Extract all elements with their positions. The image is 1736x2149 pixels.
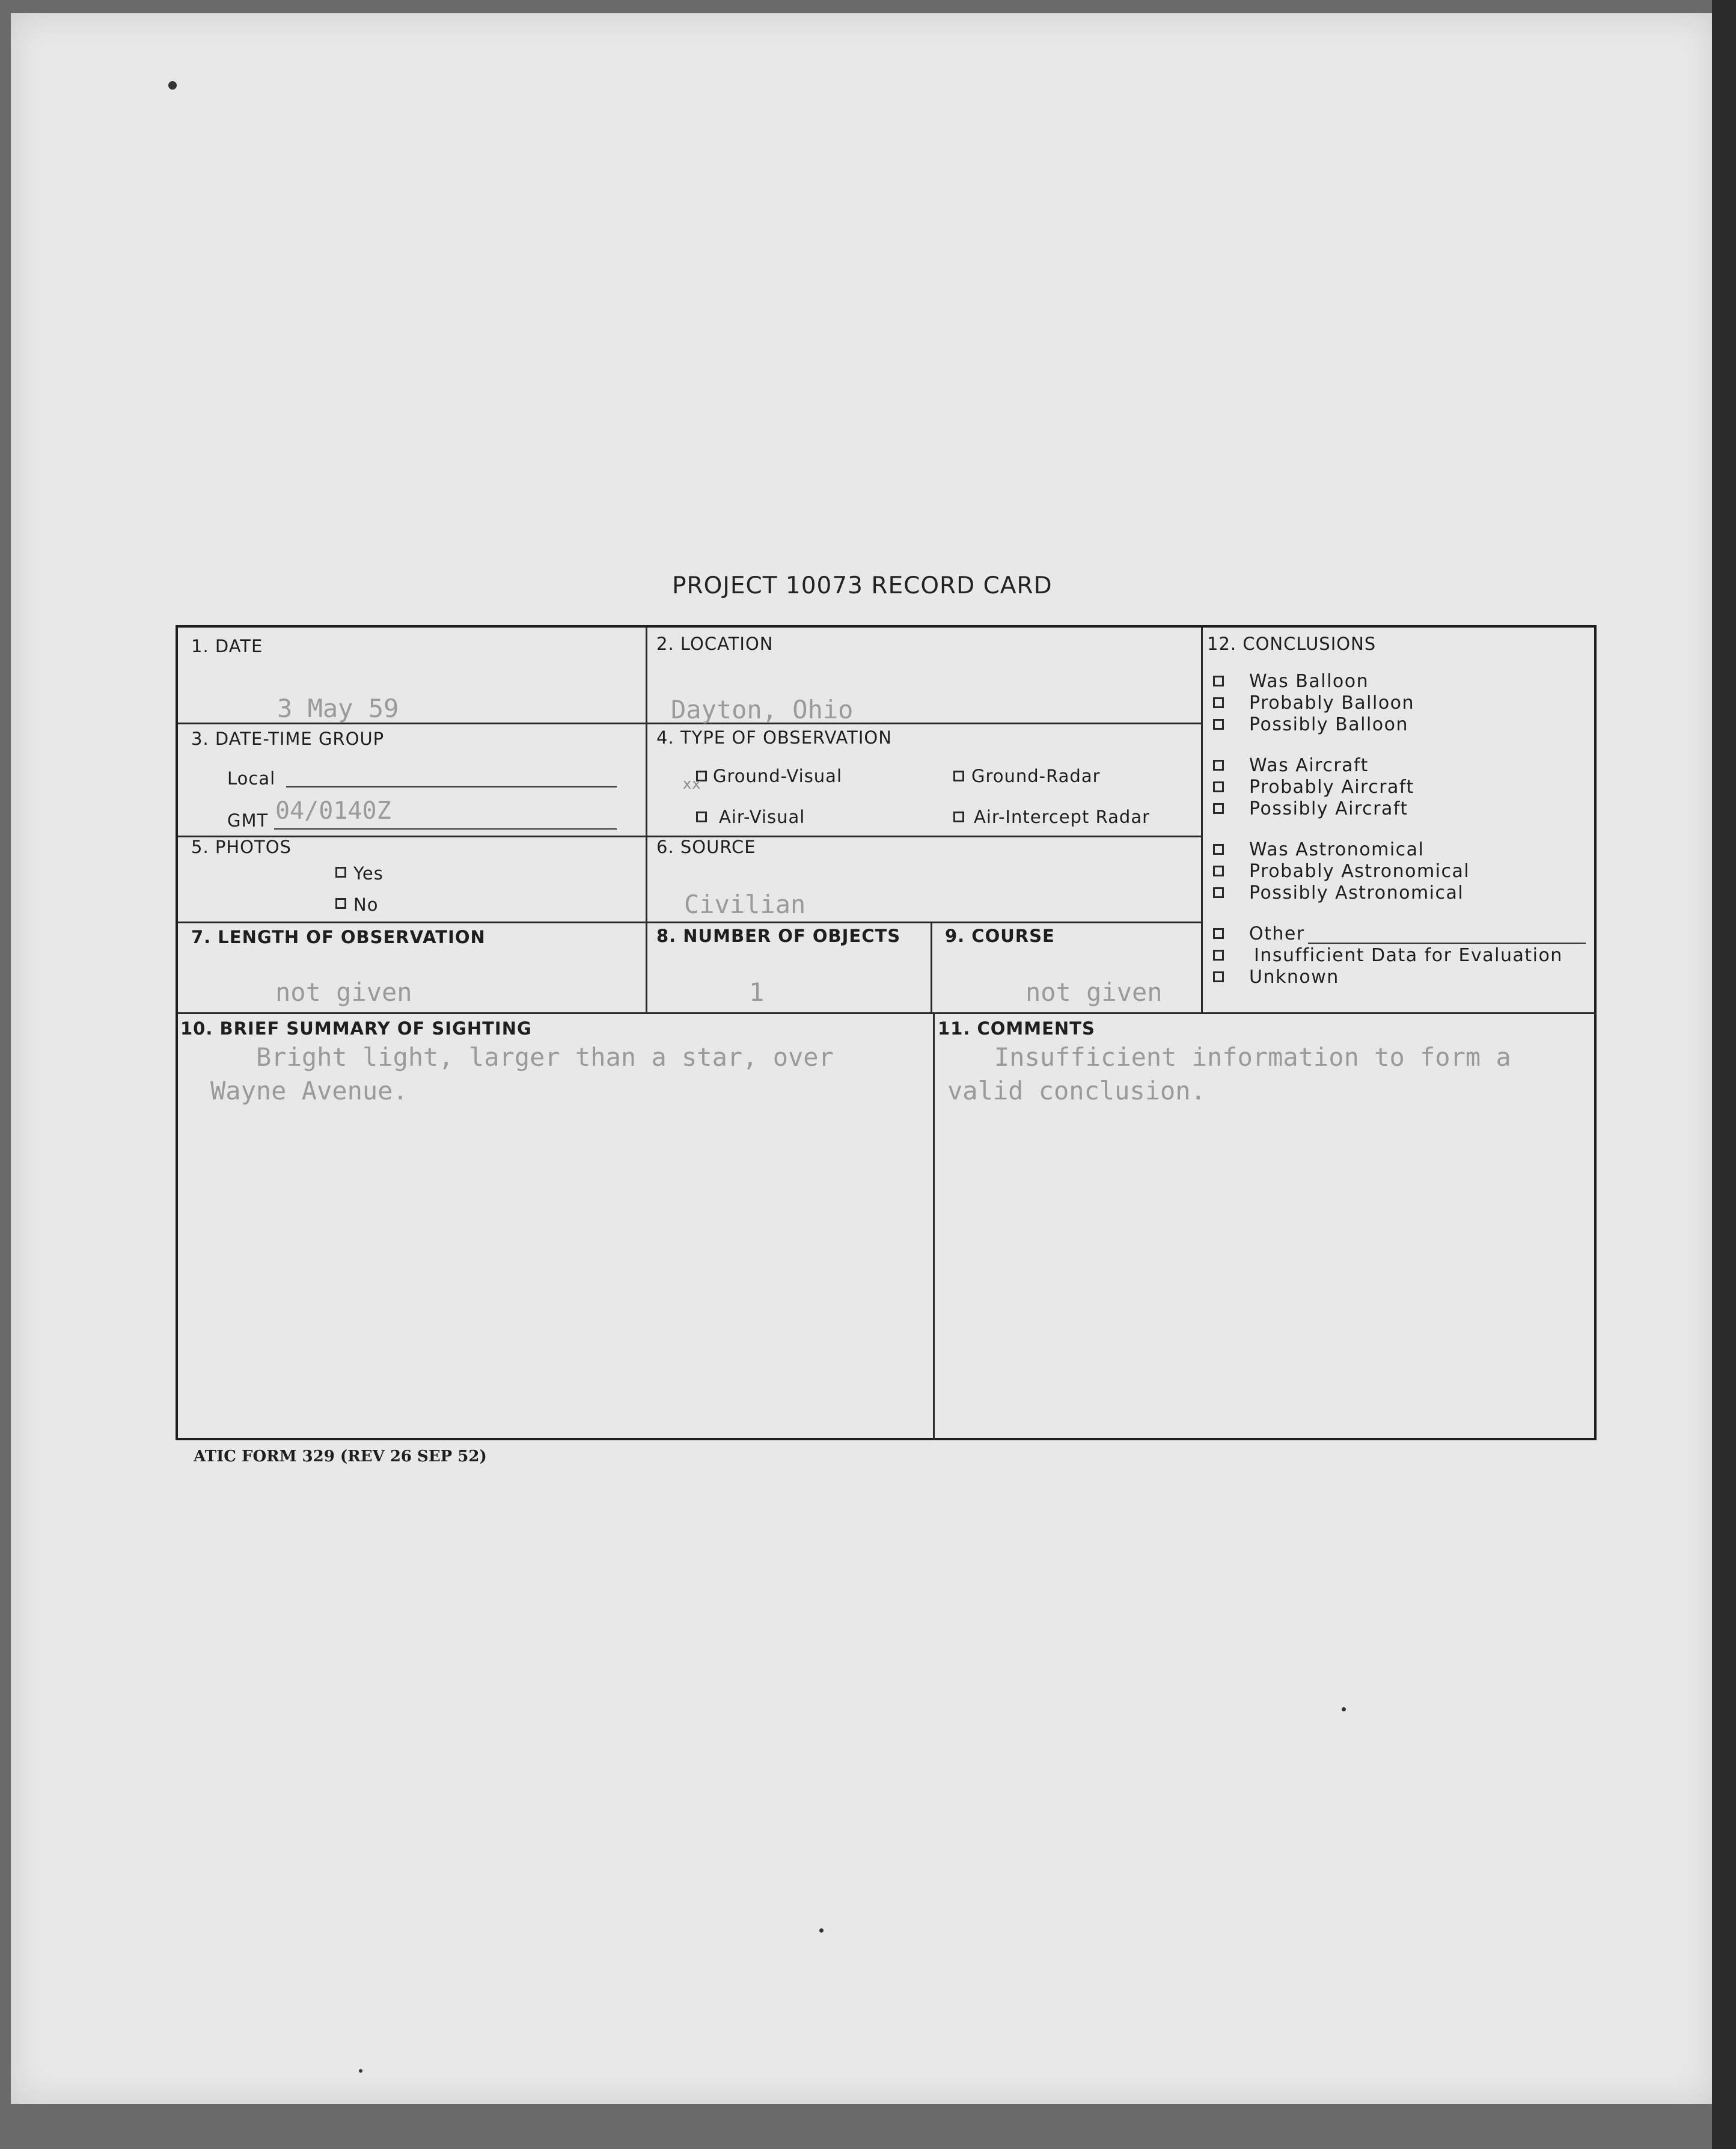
air-visual-checkbox[interactable] [696,812,707,822]
local-underline [286,786,617,787]
conclusion-checkbox[interactable] [1213,928,1224,939]
dtg-gmt-label: GMT [227,810,269,831]
conclusion-item: Unknown [1249,967,1339,988]
page-edge [1712,0,1736,2149]
air-visual-label: Air-Visual [719,807,805,827]
scan-speck [359,2069,362,2073]
summary-line-2: Wayne Avenue. [210,1076,408,1105]
conclusion-item: Was Aircraft [1249,755,1369,776]
conclusion-checkbox[interactable] [1213,719,1224,730]
conclusion-item: Possibly Astronomical [1249,882,1464,903]
record-card [176,625,1597,1440]
conclusion-item: Insufficient Data for Evaluation [1254,945,1563,966]
conclusion-item: Probably Balloon [1249,692,1415,714]
air-intercept-label: Air-Intercept Radar [974,807,1151,827]
ground-visual-mark: xx [683,775,701,792]
num-objects-label: 8. NUMBER OF OBJECTS [656,926,901,946]
ground-radar-checkbox[interactable] [953,771,964,781]
summary-label: 10. BRIEF SUMMARY OF SIGHTING [180,1018,532,1039]
dtg-gmt-value: 04/0140Z [275,797,391,825]
conclusion-checkbox[interactable] [1213,866,1224,876]
location-label: 2. LOCATION [656,634,774,654]
scan-speck [819,1928,824,1933]
conclusion-checkbox[interactable] [1213,697,1224,708]
conclusion-checkbox[interactable] [1213,676,1224,686]
conclusion-checkbox[interactable] [1213,760,1224,771]
gmt-underline [274,828,617,830]
row-divider [178,1012,1597,1014]
col-divider [646,628,647,1012]
comments-line-1: Insufficient information to form a [994,1042,1511,1072]
source-label: 6. SOURCE [656,837,756,857]
comments-label: 11. COMMENTS [938,1018,1095,1039]
col-divider [931,922,932,1012]
conclusion-item: Probably Astronomical [1249,861,1470,882]
photos-no-label: No [353,894,379,915]
air-intercept-checkbox[interactable] [953,812,964,822]
course-value: not given [1025,977,1163,1007]
date-value: 3 May 59 [277,694,399,723]
card-title: PROJECT 10073 RECORD CARD [672,572,1053,599]
dtg-local-label: Local [227,768,276,789]
type-obs-label: 4. TYPE OF OBSERVATION [656,727,892,748]
scan-speck [1342,1707,1346,1711]
conclusion-item: Was Balloon [1249,671,1369,692]
photos-no-checkbox[interactable] [335,898,346,909]
photos-yes-checkbox[interactable] [335,867,346,878]
conclusion-item: Possibly Balloon [1249,714,1408,735]
conclusion-item: Possibly Aircraft [1249,798,1408,819]
dtg-label: 3. DATE-TIME GROUP [191,729,385,749]
conclusion-item: Other [1249,923,1305,944]
photos-label: 5. PHOTOS [191,837,292,857]
conclusion-item: Probably Aircraft [1249,777,1414,798]
photos-yes-label: Yes [353,863,384,884]
num-objects-value: 1 [749,977,765,1007]
course-label: 9. COURSE [945,926,1055,946]
ground-visual-label: Ground-Visual [713,766,843,786]
col-divider [933,1012,935,1440]
conclusion-checkbox[interactable] [1213,844,1224,855]
conclusion-checkbox[interactable] [1213,950,1224,961]
conclusion-checkbox[interactable] [1213,971,1224,982]
conclusion-item: Was Astronomical [1249,839,1425,860]
summary-line-1: Bright light, larger than a star, over [256,1042,834,1072]
other-underline [1308,943,1586,944]
conclusion-checkbox[interactable] [1213,887,1224,898]
conclusion-checkbox[interactable] [1213,803,1224,814]
conclusions-label: 12. CONCLUSIONS [1207,634,1377,654]
scan-speck [168,81,177,90]
date-label: 1. DATE [191,636,263,656]
col-divider [1201,628,1203,1012]
comments-line-2: valid conclusion. [947,1076,1206,1105]
row-divider [178,922,1201,923]
ground-radar-label: Ground-Radar [971,766,1101,786]
length-value: not given [275,977,412,1007]
source-value: Civilian [684,890,806,919]
conclusion-checkbox[interactable] [1213,781,1224,792]
location-value: Dayton, Ohio [671,695,854,724]
length-label: 7. LENGTH OF OBSERVATION [191,927,486,947]
form-footer: ATIC FORM 329 (REV 26 SEP 52) [194,1447,487,1466]
